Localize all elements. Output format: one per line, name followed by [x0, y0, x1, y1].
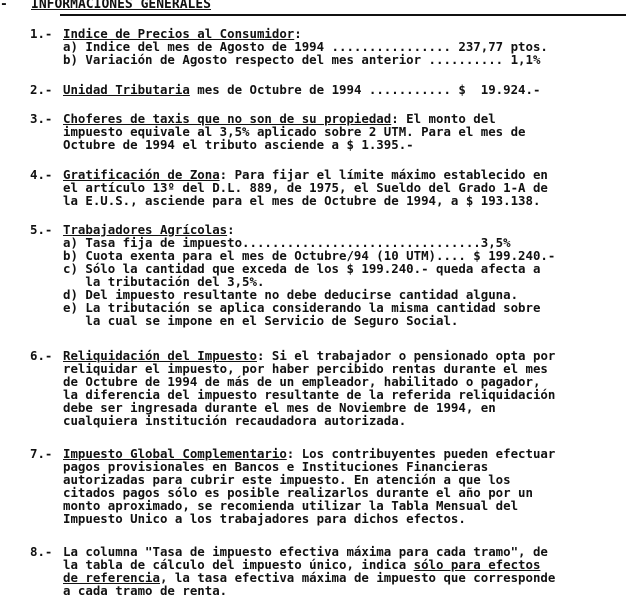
section-header: INFORMACIONES GENERALES — [31, 0, 212, 12]
item-3-title: Choferes de taxis que no son de su propiedad — [63, 111, 392, 126]
item-7-number: 7.- — [30, 446, 53, 461]
item-8-line-3-text: , la tasa efectiva máxima de impuesto que corresponde — [159, 570, 556, 585]
item-6-number: 6.- — [30, 348, 53, 363]
item-5-c-line-1: c) Sólo la cantidad que exceda de los $ 199.240.- queda afecta a — [63, 261, 541, 276]
item-6-text-1: : Si el trabajador o pensionado opta por — [256, 348, 556, 363]
item-7-text-1: : Los contribuyentes pueden efectuar — [286, 446, 556, 461]
item-8-number: 8.- — [30, 544, 53, 559]
item-8-underlined-phrase-2: de referencia — [63, 570, 160, 585]
item-2-line — [63, 84, 540, 96]
item-1-title: Indice de Precios al Consumidor — [63, 26, 295, 41]
item-7-line-2: pagos provisionales en Bancos e Instituciones Financieras — [63, 459, 489, 474]
item-2-text: mes de Octubre de 1994 ........... $ 19.924.- — [189, 82, 541, 97]
item-4-title: Gratificación de Zona — [63, 167, 220, 182]
item-6-line-5: debe ser ingresada durante el mes de Noviembre de 1994, en — [63, 400, 496, 415]
item-1-b: b) Variación de Agosto respecto del mes anterior .......... 1,1% — [63, 52, 541, 67]
item-5-b: b) Cuota exenta para el mes de Octubre/94 (10 UTM).... $ 199.240.- — [63, 248, 556, 263]
item-7-line-3: autorizadas para cubrir este impuesto. En atención a que los — [63, 472, 511, 487]
item-4-line-2: el artículo 13º del D.L. 889, de 1975, el Sueldo del Grado 1-A de — [63, 180, 548, 195]
item-6-line-6: cualquiera institución recaudadora autorizada. — [63, 413, 407, 428]
item-1-a: a) Indice del mes de Agosto de 1994 ................ 237,77 ptos. — [63, 39, 548, 54]
item-4-number: 4.- — [30, 167, 53, 182]
item-6-line-2: reliquidar el impuesto, por haber percibido rentas durante el mes — [63, 361, 548, 376]
item-5-e-line-1: e) La tributación se aplica considerando la misma cantidad sobre — [63, 300, 541, 315]
item-7-line-4: citados pagos sólo es posible realizarlos durante el año por un — [63, 485, 533, 500]
item-8-line-1: La columna "Tasa de impuesto efectiva máxima para cada tramo", de — [63, 544, 548, 559]
item-2-title: Unidad Tributaria — [63, 82, 190, 97]
item-6-line-3: de Octubre de 1994 de más de un empleador, habilitado o pagador, — [63, 374, 541, 389]
item-2-number: 2.- — [30, 82, 53, 97]
item-6-line-4: la diferencia del impuesto resultante de la referida reliquidación — [63, 387, 556, 402]
item-8-underlined-phrase-1: sólo para efectos — [413, 557, 541, 572]
item-3-line-2: impuesto equivale al 3,5% aplicado sobre 2 UTM. Para el mes de — [63, 124, 526, 139]
item-5-number: 5.- — [30, 222, 53, 237]
item-4-text-1: : Para fijar el límite máximo establecido en — [219, 167, 548, 182]
item-7-line-6: Impuesto Unico a los trabajadores para dichos efectos. — [63, 511, 466, 526]
item-5-c-line-2: la tributación del 3,5%. — [63, 274, 265, 289]
item-7-line-5: monto aproximado, se recomienda utilizar la Tabla Mensual del — [63, 498, 519, 513]
item-3-number: 3.- — [30, 111, 53, 126]
item-1-number: 1.- — [30, 26, 53, 41]
item-6-title: Reliquidación del Impuesto — [63, 348, 257, 363]
item-1-colon: : — [294, 26, 302, 41]
item-7-title: Impuesto Global Complementario — [63, 446, 287, 461]
item-5-title: Trabajadores Agrícolas — [63, 222, 228, 237]
top-rule — [60, 14, 626, 16]
item-8-line-4: a cada tramo de renta. — [63, 583, 228, 598]
item-3-line-3: Octubre de 1994 el tributo asciende a $ 1.395.- — [63, 137, 414, 152]
item-5-d: d) Del impuesto resultante no debe deducirse cantidad alguna. — [63, 287, 519, 302]
leading-dash: - — [0, 0, 8, 12]
item-8-line-2-text: la tabla de cálculo del impuesto único, indica — [63, 557, 414, 572]
item-5-e-line-2: la cual se impone en el Servicio de Seguro Social. — [63, 313, 459, 328]
item-5-a: a) Tasa fija de impuesto................................3,5% — [63, 235, 511, 250]
item-3-text-1: : El monto del — [391, 111, 496, 126]
item-4-line-3: la E.U.S., asciende para el mes de Octubre de 1994, a $ 193.138. — [63, 193, 541, 208]
item-5-colon: : — [227, 222, 235, 237]
